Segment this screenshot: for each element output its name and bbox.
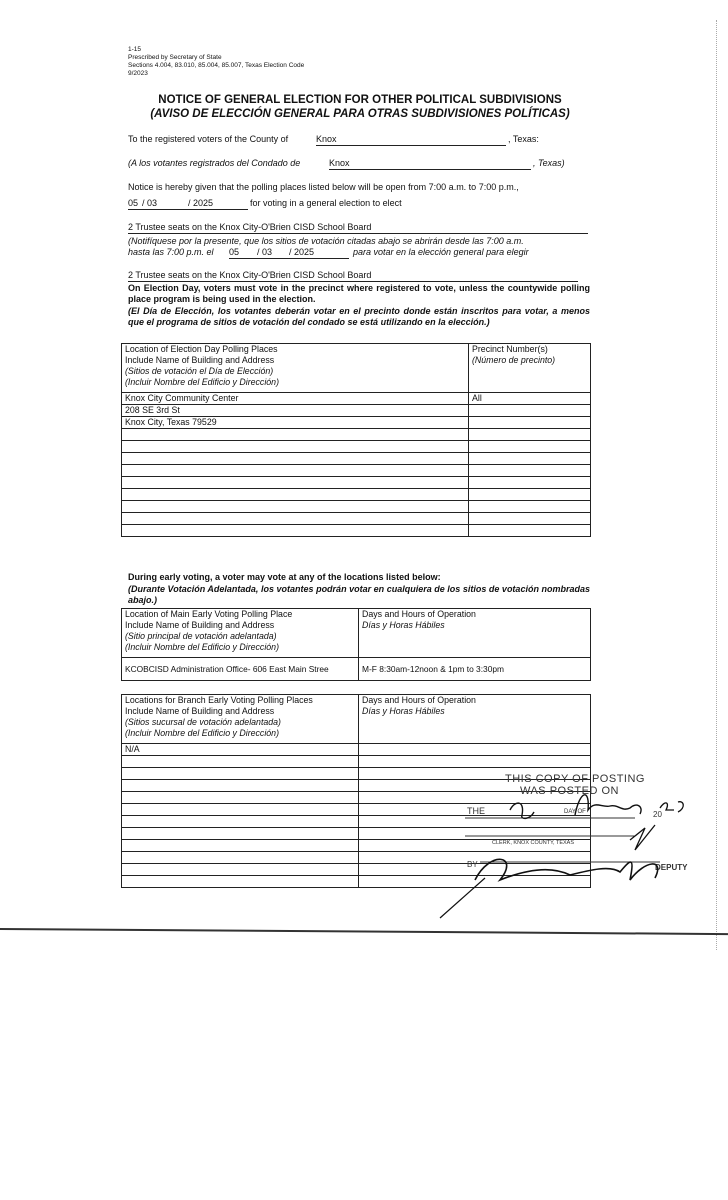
table-row bbox=[122, 489, 591, 501]
table-row bbox=[122, 405, 591, 417]
stamp-year-prefix: 20 bbox=[653, 810, 662, 819]
main-hours-header: Days and Hours of Operation Días y Horas Hábiles bbox=[359, 609, 591, 658]
page-bottom-edge bbox=[0, 928, 728, 935]
location-cell bbox=[122, 477, 469, 489]
table-row bbox=[122, 417, 591, 429]
title-spanish: (AVISO DE ELECCIÓN GENERAL PARA OTRAS SUBDIVISIONES POLÍTICAS) bbox=[150, 108, 570, 120]
signature-tail bbox=[440, 878, 485, 918]
date-month: 05 bbox=[128, 198, 139, 208]
precinct-cell bbox=[469, 501, 591, 513]
county-en-field: Knox bbox=[316, 134, 506, 146]
stamp-by: BY bbox=[467, 860, 478, 869]
early-voting-en: During early voting, a voter may vote at any of the locations listed below: bbox=[128, 572, 441, 582]
office-es: 2 Trustee seats on the Knox City-O'Brien CISD School Board bbox=[128, 270, 578, 282]
branch-hours-header: Days and Hours of Operation Días y Horas Hábiles bbox=[359, 695, 591, 744]
notice-en-text: Notice is hereby given that the polling places listed below will be open from 7:00 a.m. to 7:00 p.m., bbox=[128, 182, 519, 192]
stamp-the: THE bbox=[467, 806, 485, 816]
date-day: / 03 bbox=[142, 198, 158, 208]
main-location-cell: KCOBCISD Administration Office- 606 East Main Stree bbox=[122, 658, 359, 681]
branch-location-cell bbox=[122, 864, 359, 876]
county-es-suffix: , Texas) bbox=[533, 158, 565, 168]
location-cell bbox=[122, 465, 469, 477]
branch-location-cell bbox=[122, 792, 359, 804]
county-es-field: Knox bbox=[329, 158, 531, 170]
location-cell: Knox City Community Center bbox=[122, 393, 469, 405]
precinct-cell bbox=[469, 405, 591, 417]
location-cell: 208 SE 3rd St bbox=[122, 405, 469, 417]
branch-location-cell bbox=[122, 876, 359, 888]
early-voting-es: (Durante Votación Adelantada, los votantes podrán votar en cualquiera de los sitios de votación nombradas abajo.) bbox=[128, 584, 590, 605]
precinct-cell bbox=[469, 489, 591, 501]
notice-es-line1: (Notifíquese por la presente, que los sitios de votación citadas abajo se abrirán desde las 7:00 a.m. bbox=[128, 236, 524, 246]
form-date: 9/2023 bbox=[128, 70, 148, 77]
location-cell bbox=[122, 525, 469, 537]
location-cell bbox=[122, 429, 469, 441]
branch-hours-cell bbox=[359, 744, 591, 756]
table-row bbox=[122, 441, 591, 453]
precinct-cell bbox=[469, 429, 591, 441]
code-sections: Sections 4.004, 83.010, 85.004, 85.007, Texas Election Code bbox=[128, 62, 305, 69]
year-handwriting bbox=[660, 802, 683, 812]
stamp-deputy: DEPUTY bbox=[655, 863, 688, 872]
main-location-header: Location of Main Early Voting Polling Place Include Name of Building and Address (Sitio principal de votación adelantada) (Incluir Nombre del Edificio y Dirección) bbox=[122, 609, 359, 658]
es-date-year: / 2025 bbox=[289, 247, 315, 257]
branch-location-cell bbox=[122, 816, 359, 828]
table-row bbox=[122, 393, 591, 405]
precinct-cell bbox=[469, 525, 591, 537]
table-header-row bbox=[122, 344, 591, 393]
day-handwriting bbox=[510, 803, 534, 818]
precinct-header: Precinct Number(s) (Número de precinto) bbox=[469, 344, 591, 393]
table-row bbox=[122, 429, 591, 441]
clerk-mark bbox=[630, 825, 655, 850]
table-row bbox=[122, 477, 591, 489]
branch-location-cell bbox=[122, 804, 359, 816]
table-row bbox=[122, 744, 591, 756]
table-row bbox=[122, 465, 591, 477]
stamp-clerk: CLERK, KNOX COUNTY, TEXAS bbox=[492, 840, 575, 846]
branch-location-cell bbox=[122, 756, 359, 768]
table-row bbox=[122, 525, 591, 537]
notice-es-line2a: hasta las 7:00 p.m. el bbox=[128, 247, 214, 257]
es-date-month: 05 bbox=[229, 247, 240, 257]
stamp-day-of: DAY OF bbox=[564, 809, 586, 815]
stamp-line1: THIS COPY OF POSTING bbox=[505, 773, 645, 785]
location-cell bbox=[122, 501, 469, 513]
county-en-suffix: , Texas: bbox=[508, 134, 539, 144]
election-day-table bbox=[121, 343, 591, 537]
date-year: / 2025 bbox=[188, 198, 214, 208]
location-cell bbox=[122, 441, 469, 453]
branch-location-cell bbox=[122, 768, 359, 780]
location-cell bbox=[122, 513, 469, 525]
es-date-day: / 03 bbox=[257, 247, 273, 257]
election-day-es: (El Día de Elección, los votantes deberán votar en el precinto donde están inscritos para votar, a menos que el programa de sitios de votación del condado se está utilizando en la elección.) bbox=[128, 306, 590, 327]
precinct-cell bbox=[469, 513, 591, 525]
table-row bbox=[122, 501, 591, 513]
branch-hours-cell bbox=[359, 756, 591, 768]
stamp-line2: WAS POSTED ON bbox=[520, 785, 619, 797]
prescribed-by: Prescribed by Secretary of State bbox=[128, 54, 222, 61]
table-row bbox=[122, 513, 591, 525]
location-header: Location of Election Day Polling Places Include Name of Building and Address (Sitios de votación el Día de Elección) (Incluir Nombre del Edificio y Dirección) bbox=[122, 344, 469, 393]
branch-location-cell bbox=[122, 840, 359, 852]
table-row bbox=[122, 756, 591, 768]
branch-location-cell bbox=[122, 852, 359, 864]
notice-es-line2b: para votar en la elección general para elegir bbox=[353, 247, 529, 257]
precinct-cell bbox=[469, 453, 591, 465]
county-en-prefix: To the registered voters of the County of bbox=[128, 134, 289, 144]
page-edge-line bbox=[716, 20, 718, 950]
main-hours-cell: M-F 8:30am-12noon & 1pm to 3:30pm bbox=[359, 658, 591, 681]
branch-location-cell bbox=[122, 828, 359, 840]
precinct-cell bbox=[469, 441, 591, 453]
form-header bbox=[128, 46, 304, 78]
location-cell bbox=[122, 453, 469, 465]
county-es-prefix: (A los votantes registrados del Condado de bbox=[128, 158, 301, 168]
main-early-voting-table bbox=[121, 608, 591, 681]
branch-location-header: Locations for Branch Early Voting Polling Places Include Name of Building and Address (Sitios sucursal de votación adelantada) (Incluir Nombre del Edificio y Dirección) bbox=[122, 695, 359, 744]
form-number: 1-15 bbox=[128, 46, 142, 53]
precinct-cell bbox=[469, 465, 591, 477]
branch-location-cell: N/A bbox=[122, 744, 359, 756]
election-day-en: On Election Day, voters must vote in the precinct where registered to vote, unless the countywide polling place program is being used in the election. bbox=[128, 283, 590, 304]
precinct-cell: All bbox=[469, 393, 591, 405]
precinct-cell bbox=[469, 417, 591, 429]
notice-en-text2: for voting in a general election to elect bbox=[250, 198, 402, 208]
branch-location-cell bbox=[122, 780, 359, 792]
location-cell: Knox City, Texas 79529 bbox=[122, 417, 469, 429]
handwriting-overlay bbox=[430, 770, 700, 920]
office-en: 2 Trustee seats on the Knox City-O'Brien CISD School Board bbox=[128, 222, 588, 234]
table-row bbox=[122, 453, 591, 465]
precinct-cell bbox=[469, 477, 591, 489]
location-cell bbox=[122, 489, 469, 501]
month-handwriting bbox=[575, 795, 641, 815]
title-english: NOTICE OF GENERAL ELECTION FOR OTHER POLITICAL SUBDIVISIONS bbox=[158, 94, 562, 106]
